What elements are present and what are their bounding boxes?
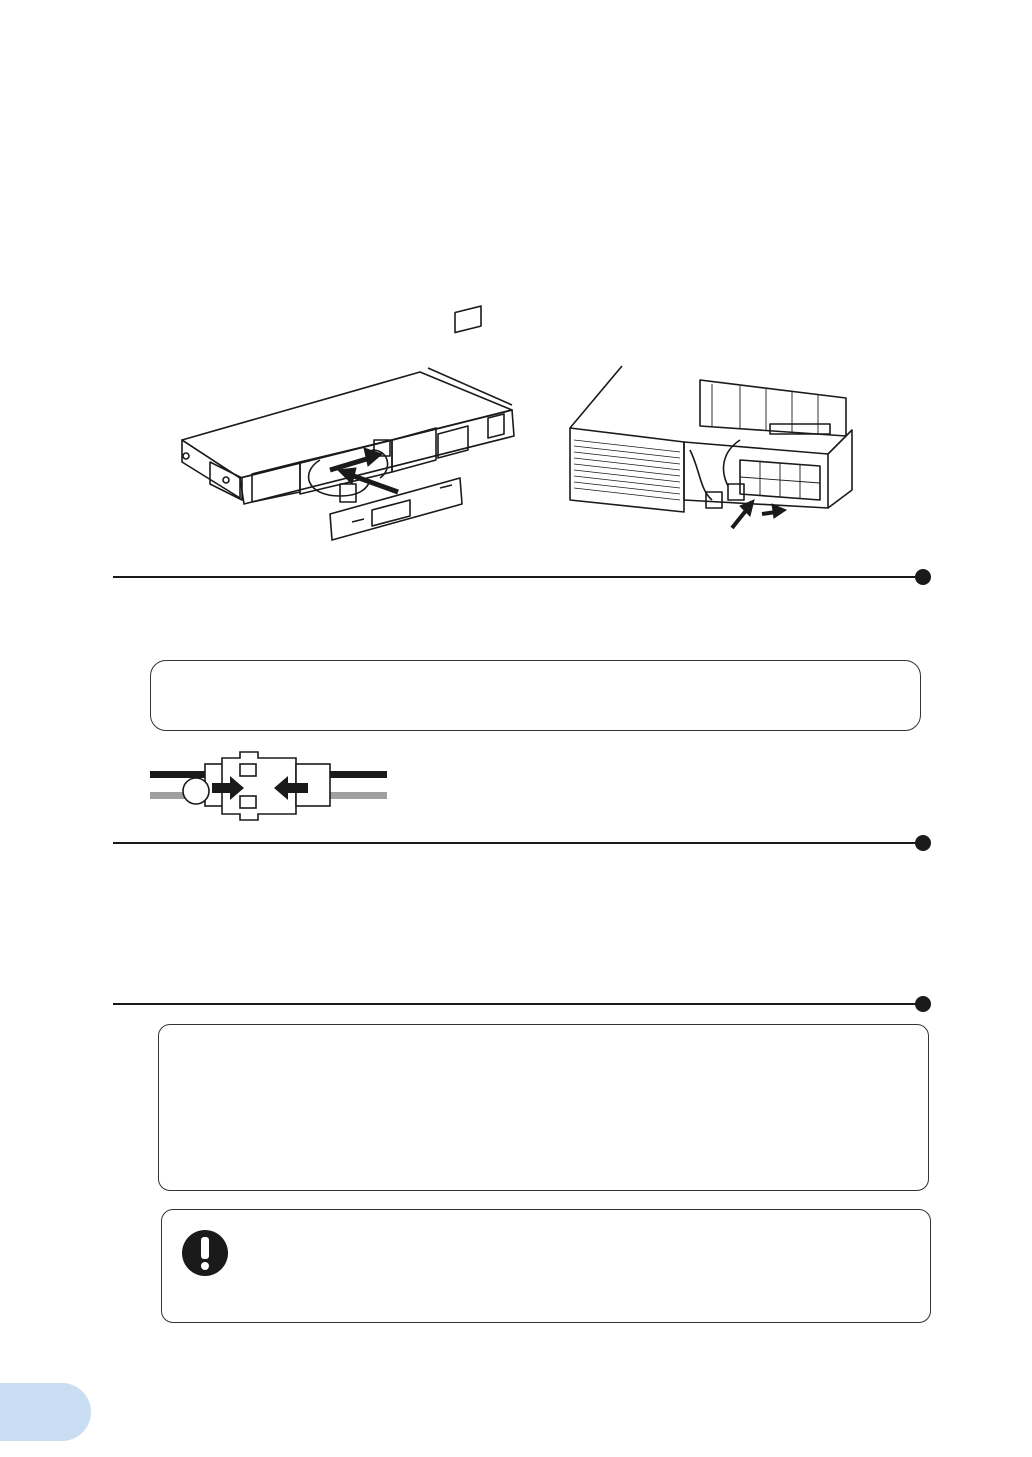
section-divider-2-end-dot bbox=[915, 835, 931, 851]
section-divider-3-end-dot bbox=[915, 996, 931, 1012]
caution-box bbox=[161, 1209, 931, 1323]
section-divider-3 bbox=[113, 1003, 923, 1005]
section-divider-2 bbox=[113, 842, 923, 844]
page-number-tab bbox=[0, 1383, 91, 1441]
exclamation-icon bbox=[181, 1229, 229, 1277]
note-box-2 bbox=[158, 1024, 929, 1191]
